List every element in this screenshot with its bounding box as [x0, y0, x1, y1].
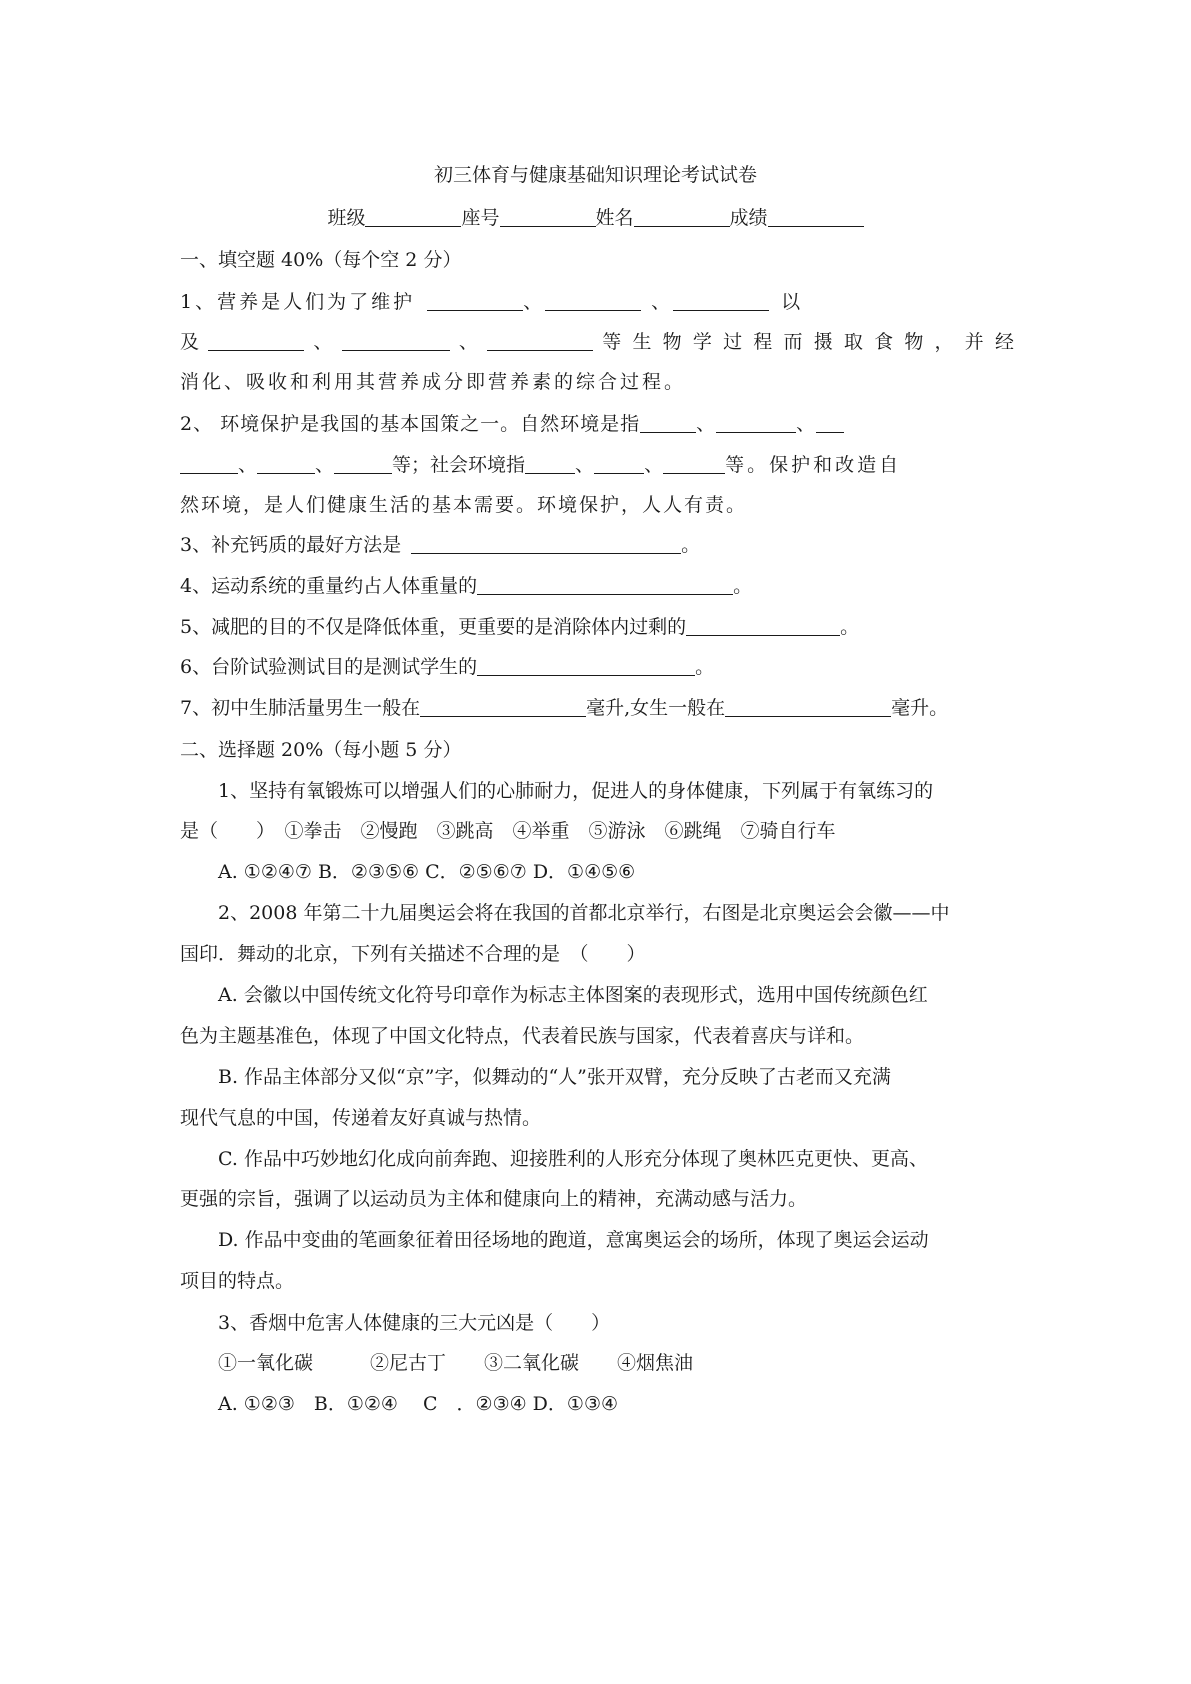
mc2-line-2: 国印．舞动的北京，下列有关描述不合理的是 （ ） — [180, 943, 646, 965]
q1-blank-2[interactable] — [545, 288, 641, 311]
mc3-line-1: 3、香烟中危害人体健康的三大元凶是（ ） — [218, 1312, 611, 1334]
q5-line — [180, 612, 1016, 642]
q2-blank-3[interactable] — [816, 410, 844, 433]
mc3-line-2: ①一氧化碳 ②尼古丁 ③二氧化碳 ④烟焦油 — [218, 1352, 694, 1374]
q2-blank-4[interactable] — [257, 451, 315, 474]
mc2-option-b-line-2: 现代气息的中国，传递着友好真诚与热情。 — [180, 1107, 542, 1129]
q4-text-a: 4、运动系统的重量约占人体重量的 — [180, 575, 478, 597]
q4-line — [180, 571, 1016, 601]
mc2-line-1: 2、2008 年第二十九届奥运会将在我国的首都北京举行，右图是北京奥运会会徽——中 — [218, 902, 950, 924]
score-blank[interactable] — [768, 204, 864, 227]
q1-text-e: 及 — [180, 331, 209, 353]
mc1-line-1: 1、坚持有氧锻炼可以增强人们的心肺耐力，促进人的身体健康，下列属于有氧练习的 — [218, 780, 934, 802]
q6-text-a: 6、台阶试验测试目的是测试学生的 — [180, 656, 478, 678]
q1-text-h: 等生物学过程而摄取食物，并经 — [593, 331, 1016, 353]
seat-blank[interactable] — [500, 204, 596, 227]
q5-text-b: 。 — [840, 616, 860, 638]
q6-line — [180, 652, 1016, 682]
q2-blank-2[interactable] — [716, 410, 796, 433]
q1-text-c: 、 — [651, 291, 674, 313]
mc1-line-2: 是（ ） ①拳击 ②慢跑 ③跳高 ④举重 ⑤游泳 ⑥跳绳 ⑦骑自行车 — [180, 820, 836, 842]
q2-text-a: 2、 环境保护是我国的基本国策之一。自然环境是指 — [180, 413, 641, 435]
q4-text-b: 。 — [733, 575, 753, 597]
q1-line-1 — [180, 287, 1016, 317]
mc2-option-c-line-1: C. 作品中巧妙地幻化成向前奔跑、迎接胜利的人形充分体现了奥林匹克更快、更高、 — [218, 1148, 928, 1170]
q7-text-c: 毫升。 — [891, 697, 949, 719]
q2-blank-5[interactable] — [334, 451, 392, 474]
mc1-options: A. ①②④⑦ B．②③⑤⑥ C．②⑤⑥⑦ D．①④⑤⑥ — [218, 861, 636, 883]
mc2-option-d-line-1: D. 作品中变曲的笔画象征着田径场地的跑道，意寓奥运会的场所，体现了奥运会运动 — [218, 1229, 929, 1251]
student-info-line — [0, 203, 1191, 233]
mc2-option-b-line-1: B. 作品主体部分又似“京”字，似舞动的“人”张开双臂，充分反映了古老而又充满 — [218, 1066, 891, 1088]
q1-text-b: 、 — [523, 291, 546, 313]
q1-text-g: 、 — [449, 331, 488, 353]
q1-line-3: 消化、吸收和利用其营养成分即营养素的综合过程。 — [180, 371, 687, 393]
name-blank[interactable] — [634, 204, 730, 227]
mc2-option-a-line-2: 色为主题基准色，体现了中国文化特点，代表着民族与国家，代表着喜庆与详和。 — [180, 1025, 865, 1047]
q2-blank-8[interactable] — [663, 451, 725, 474]
q1-blank-6[interactable] — [487, 328, 593, 351]
q7-blank-2[interactable] — [725, 694, 891, 717]
class-label: 班级 — [327, 207, 366, 229]
section-2-heading: 二、选择题 20%（每小题 5 分） — [180, 739, 462, 761]
q1-blank-5[interactable] — [342, 328, 450, 351]
q2-blank-1[interactable] — [640, 410, 696, 433]
q7-text-b: 毫升,女生一般在 — [586, 697, 726, 719]
q6-blank[interactable] — [477, 653, 695, 676]
section-1-heading: 一、填空题 40%（每个空 2 分） — [180, 249, 462, 271]
q2-blank-3-cont[interactable] — [180, 451, 238, 474]
q2-text-h: 、 — [644, 454, 664, 476]
q2-text-d: 、 — [238, 454, 258, 476]
q2-blank-7[interactable] — [594, 451, 644, 474]
q2-text-c: 、 — [796, 413, 817, 435]
q1-blank-3[interactable] — [673, 288, 769, 311]
mc2-option-c-line-2: 更强的宗旨，强调了以运动员为主体和健康向上的精神，充满动感与活力。 — [180, 1188, 808, 1210]
q2-line-1 — [180, 409, 1016, 439]
q2-text-e: 、 — [315, 454, 335, 476]
q3-blank[interactable] — [411, 531, 681, 554]
q3-line — [180, 530, 1016, 560]
q5-text-a: 5、减肥的目的不仅是降低体重，更重要的是消除体内过剩的 — [180, 616, 687, 638]
mc3-options: A. ①②③ B．①②④ C ．②③④ D．①③④ — [218, 1393, 619, 1415]
class-blank[interactable] — [365, 204, 461, 227]
q3-text-a: 3、补充钙质的最好方法是 — [180, 534, 402, 556]
q2-text-b: 、 — [696, 413, 717, 435]
page-title: 初三体育与健康基础知识理论考试试卷 — [433, 164, 757, 186]
q2-line-2 — [180, 450, 1016, 480]
q3-text-b: 。 — [681, 534, 701, 556]
q2-blank-6[interactable] — [525, 451, 575, 474]
q2-text-i: 等。保护和改造自 — [725, 454, 902, 476]
name-label: 姓名 — [595, 207, 634, 229]
q6-text-b: 。 — [695, 656, 715, 678]
q1-line-2 — [180, 327, 1016, 357]
q4-blank[interactable] — [477, 572, 733, 595]
score-label: 成绩 — [729, 207, 768, 229]
seat-label: 座号 — [461, 207, 500, 229]
q5-blank[interactable] — [686, 613, 840, 636]
q2-line-3: 然环境，是人们健康生活的基本需要。环境保护，人人有责。 — [180, 494, 748, 516]
q7-line — [180, 693, 1016, 723]
q1-blank-4[interactable] — [208, 328, 304, 351]
q2-text-f: 等；社会环境指 — [392, 454, 526, 476]
q2-text-g: 、 — [575, 454, 595, 476]
mc2-option-d-line-2: 项目的特点。 — [180, 1270, 295, 1292]
q1-text-a: 1、营养是人们为了维护 — [180, 291, 416, 313]
q7-text-a: 7、初中生肺活量男生一般在 — [180, 697, 421, 719]
q1-text-f: 、 — [304, 331, 342, 353]
q7-blank-1[interactable] — [420, 694, 586, 717]
q1-blank-1[interactable] — [427, 288, 523, 311]
mc2-option-a-line-1: A. 会徽以中国传统文化符号印章作为标志主体图案的表现形式，选用中国传统颜色红 — [218, 984, 928, 1006]
q1-text-d: 以 — [781, 291, 804, 313]
